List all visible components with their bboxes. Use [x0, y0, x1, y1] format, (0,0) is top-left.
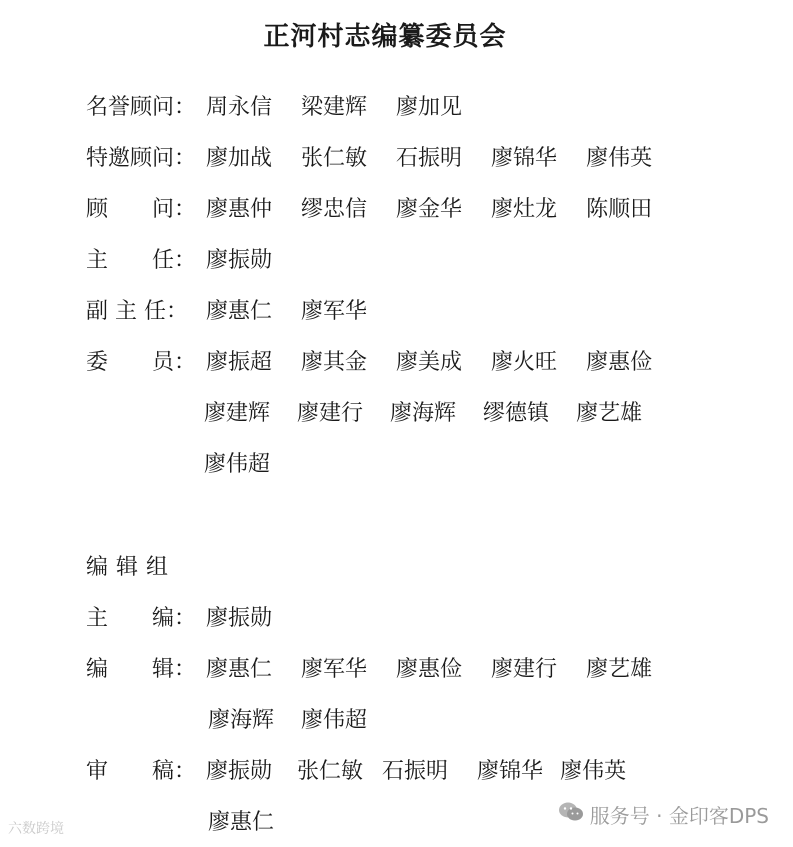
- person-name: 张仁敏: [301, 146, 368, 171]
- person-name: 石振明: [382, 759, 449, 784]
- reviewers-continuation: [208, 805, 294, 841]
- person-name: 廖振勋: [206, 606, 273, 631]
- watermark-left: 六数跨境: [8, 821, 64, 837]
- names: [206, 90, 484, 126]
- person-name: 张仁敏: [297, 759, 364, 784]
- members-continuation-2: [204, 447, 290, 483]
- person-name: 廖振勋: [206, 759, 273, 784]
- person-name: 廖军华: [301, 657, 368, 682]
- person-name: 廖美成: [396, 350, 463, 375]
- person-name: 廖艺雄: [586, 657, 653, 682]
- person-name: 廖振超: [206, 350, 273, 375]
- person-name: 廖金华: [396, 197, 463, 222]
- label: 顾 问：: [86, 197, 197, 222]
- person-name: 廖惠仁: [208, 810, 275, 835]
- person-name: 廖艺雄: [576, 401, 643, 426]
- editors-continuation: [208, 703, 387, 739]
- label: 审 稿：: [86, 759, 197, 784]
- names: [206, 754, 648, 790]
- person-name: 廖惠仁: [206, 299, 273, 324]
- person-name: 廖锦华: [477, 759, 544, 784]
- label: 委 员：: [86, 350, 197, 375]
- person-name: 廖振勋: [206, 248, 273, 273]
- label: 编 辑：: [86, 657, 197, 682]
- person-name: 廖加见: [396, 95, 463, 120]
- names: [206, 141, 674, 177]
- person-name: 廖海辉: [208, 708, 275, 733]
- person-name: 缪德镇: [483, 401, 550, 426]
- names: [206, 294, 389, 330]
- person-name: 廖锦华: [491, 146, 558, 171]
- watermark-text: 服务号 · 金印客DPS: [589, 804, 769, 828]
- person-name: 廖灶龙: [491, 197, 558, 222]
- person-name: 缪忠信: [301, 197, 368, 222]
- names: [206, 345, 674, 381]
- label: 主 编：: [86, 606, 197, 631]
- person-name: 廖建行: [297, 401, 364, 426]
- person-name: 陈顺田: [586, 197, 653, 222]
- label: 主 任：: [86, 248, 197, 273]
- person-name: 廖建辉: [204, 401, 271, 426]
- person-name: 石振明: [396, 146, 463, 171]
- person-name: 廖其金: [301, 350, 368, 375]
- person-name: 周永信: [206, 95, 273, 120]
- person-name: 廖惠仁: [206, 657, 273, 682]
- person-name: 廖惠俭: [396, 657, 463, 682]
- person-name: 廖伟超: [301, 708, 368, 733]
- person-name: 廖火旺: [491, 350, 558, 375]
- person-name: 廖海辉: [390, 401, 457, 426]
- person-name: 廖加战: [206, 146, 273, 171]
- person-name: 廖军华: [301, 299, 368, 324]
- person-name: 廖惠仲: [206, 197, 273, 222]
- document-title: 正河村志编纂委员会: [263, 22, 507, 52]
- names: [206, 652, 674, 688]
- person-name: 廖伟英: [560, 759, 627, 784]
- members-continuation-1: [204, 396, 662, 432]
- person-name: 廖伟超: [204, 452, 271, 477]
- person-name: 梁建辉: [301, 95, 368, 120]
- wechat-icon: [558, 801, 584, 828]
- editorial-heading: 编辑组: [86, 555, 177, 580]
- watermark-right: [558, 800, 769, 829]
- person-name: 廖惠俭: [586, 350, 653, 375]
- names: [206, 243, 294, 279]
- label: 特邀顾问：: [86, 146, 197, 171]
- names: [206, 601, 294, 637]
- person-name: 廖伟英: [586, 146, 653, 171]
- person-name: 廖建行: [491, 657, 558, 682]
- label: 副 主 任：: [86, 299, 188, 324]
- names: [206, 192, 674, 228]
- label: 名誉顾问：: [86, 95, 197, 120]
